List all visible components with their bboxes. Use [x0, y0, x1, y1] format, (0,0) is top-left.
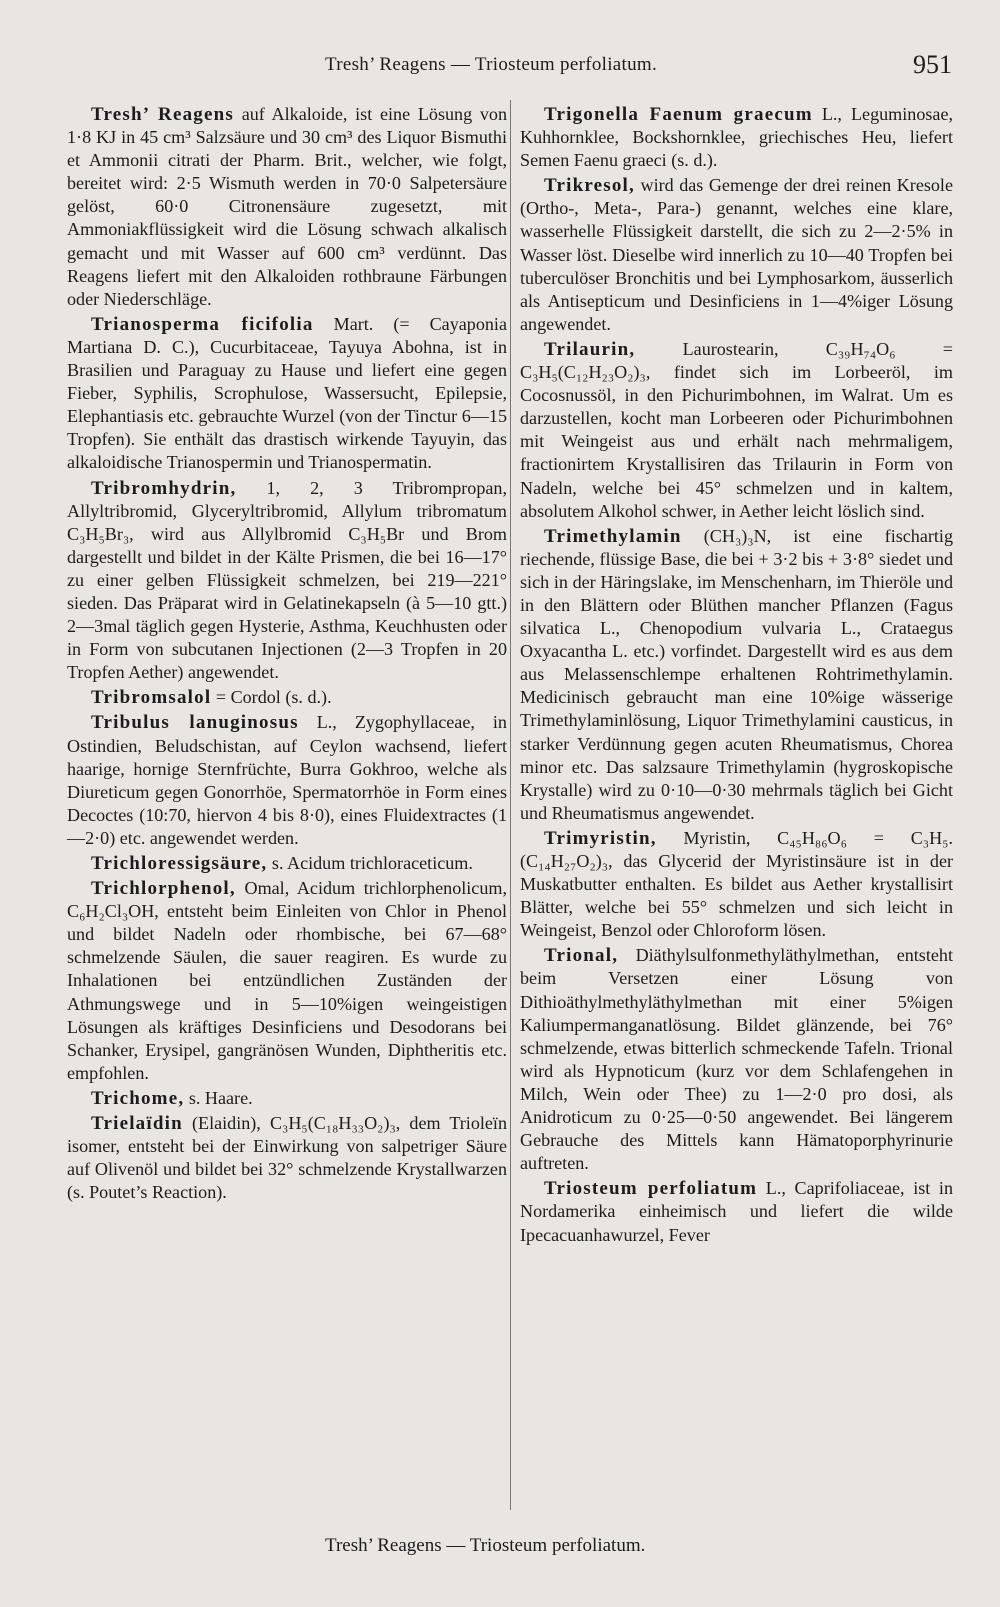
entry-trielaidin [67, 1112, 507, 1204]
entry-text: 1, 2, 3 Tribrompropan, Allyltribromid, Glyceryltribromid, Allylum tribromatum C₃H₅Br₃, wird aus Allylbromid C₃H₅Br und Brom dargestellt und bildet in der Kälte Prismen, die bei 16—17° zu einer gelben Flüssigkeit schmelzen, bei 219—221° sieden. Das Präparat wird in Gelatinekapseln (à 5—10 gtt.) 2—3mal täglich gegen Hysterie, Asthma, Keuchhusten oder in Form von subcutanen Injectionen (2—3 Tropfen in 20 Tropfen Aether) angewendet. [67, 477, 507, 683]
running-foot: Tresh’ Reagens — Triosteum perfoliatum. [325, 1535, 646, 1556]
entry-text: Omal, Acidum trichlorphenolicum, C₆H₂Cl₃OH, entsteht beim Einleiten von Chlor in Phenol und bildet Nadeln oder rhombische, bei 67—68° schmelzende Säulen, die sauer reagiren. Es wurde zu Inhalationen bei entzündlichen Zuständen der Athmungswege und in 5—10%igen weingeistigen Lösungen als kräftiges Desinficiens und Desodorans bei Schanker, Erysipel, gangränösen Wunden, Diphtheritis etc. empfohlen. [67, 878, 507, 1083]
running-head [0, 50, 1000, 90]
entry-headword: Triosteum perfoliatum [544, 1178, 758, 1200]
entry-headword: Trimyristin, [544, 827, 657, 849]
entry-text: Diäthylsulfonmethyläthylmethan, entsteht beim Versetzen einer Lösung von Dithioäthylmethyläthylmethan mit einer 5%igen Kaliumpermanganatlösung. Bildet glänzende, bei 76° schmelzende, etwas bitterlich schmeckende Tafeln. Trional wird als Hypnoticum (kurz vor dem Schlafengehen in Milch, Wein oder Thee) zu 1—2·0 pro dosi, als Anidroticum zu 0·25—0·50 angewendet. Bei längerem Gebrauche des Mittels kann Hämatoporphyrinurie auftreten. [520, 945, 953, 1174]
entry-headword: Trimethylamin [544, 525, 682, 547]
entry-text: (CH₃)₃N, ist eine fischartig riechende, flüssige Base, die bei + 3·2 bis + 3·8° siedet und sich in der Häringslake, im Menschenharn, im Thieröle und in den Blättern oder Blüthen mancher Pflanzen (Fagus silvatica L., Chenopodium vulvaria L., Crataegus Oxyacantha L. etc.) vorfindet. Dargestellt wird es aus dem aus Melassenschlempe erhaltenen Rohtrimethylamin. Medicinisch gebraucht man eine 10%ige wässerige Trimethylaminlösung, Liquor Trimethylamini causticus, in starker Verdünnung gegen acuten Rheumatismus, Chorea minor etc. Das salzsaure Trimethylamin (hygroskopische Krystalle) wird zu 0·10—0·30 mehrmals täglich bei Gicht und Rheumatismus angewendet. [520, 525, 953, 823]
entry-headword: Trional, [544, 945, 619, 967]
entry-headword: Trianosperma ficifolia [91, 313, 314, 335]
left-column [67, 103, 507, 1206]
entry-headword: Tresh’ Reagens [91, 104, 234, 125]
entry-text: L., Leguminosae, Kuhhornklee, Bockshornklee, griechisches Heu, liefert Semen Faenu graeci (s. d.). [520, 104, 953, 171]
entry-tribromsalol [67, 686, 507, 709]
entry-tribulus [67, 711, 507, 850]
entry-trichome [67, 1087, 507, 1110]
column-divider [510, 100, 511, 1510]
entry-text: wird das Gemenge der drei reinen Kresole (Ortho-, Meta-, Para-) genannt, welches eine klare, wasserhelle Flüssigkeit darstellt, die sich zu 2—2·5% in Wasser löst. Dieselbe wird innerlich zu 10—40 Tropfen bei tuberculöser Bronchitis und bei Lymphosarkom, äusserlich als Antisepticum und Desinficiens in 1—4%iger Lösung angewendet. [520, 175, 953, 334]
entry-headword: Trichloressigsäure, [91, 853, 268, 874]
entry-headword: Trichlorphenol, [91, 878, 236, 900]
entry-trional [520, 944, 953, 1175]
entry-headword: Tribromhydrin, [91, 477, 237, 499]
entry-trigonella [520, 103, 953, 172]
page-number: 951 [913, 50, 952, 79]
entry-text: L., Zygophyllaceae, in Ostindien, Beludschistan, auf Ceylon wachsend, liefert haarige, hornige Sternfrüchte, Burra Gokhroo, welche als Diureticum gegen Gonorrhöe, Spermatorrhöe in Form eines Decoctes (10:70, hiervon 4 bis 8·0), eines Fluidextractes (1—2·0) etc. angewendet werden. [67, 712, 507, 848]
entry-text: (Elaidin), C₃H₅(C₁₈H₃₃O₂)₃, dem Trioleïn isomer, entsteht bei der Einwirkung von salpetriger Säure auf Olivenöl und bildet bei 32° schmelzende Krystallwarzen (s. Poutet’s Reaction). [67, 1113, 507, 1203]
right-column [520, 103, 953, 1249]
entry-headword: Tribromsalol [91, 687, 212, 709]
entry-text: L., Caprifoliaceae, ist in Nordamerika einheimisch und liefert die wilde Ipecacuanhawurzel, Fever [520, 1178, 954, 1245]
entry-trimethylamin [520, 525, 953, 825]
entry-text: Mart. (= Cayaponia Martiana D. C.), Cucurbitaceae, Tayuya Abohna, ist in Brasilien und Paraguay zu Hause und liefert eine gegen Fieber, Syphilis, Scrophulose, Wassersucht, Epilepsie, Elephantiasis etc. gebrauchte Wurzel (von der Tinctur 6—15 Tropfen). Sie enthält das drastisch wirkende Tayuyin, das alkaloidische Trianospermin und Trianospermatin. [67, 313, 507, 473]
entry-triosteum [520, 1177, 953, 1246]
entry-text: = Cordol (s. d.). [215, 687, 332, 708]
running-title: Tresh’ Reagens — Triosteum perfoliatum. [325, 54, 658, 75]
entry-headword: Tribulus lanuginosus [91, 712, 299, 734]
entry-trilaurin [520, 338, 953, 523]
entry-text: Myristin, C₄₅H₈₆O₆ = C₃H₅.(C₁₄H₂₇O₂)₃, das Glycerid der Myristinsäure ist in der Muskatbutter enthalten. Es bildet aus Aether krystallisirt Blätter, welche bei 55° schmelzen und sich leicht in Weingeist, Benzol oder Chloroform lösen. [520, 827, 953, 941]
entry-text: s. Haare. [188, 1087, 253, 1108]
entry-trichlorphenol [67, 877, 507, 1085]
entry-tresh-reagens [67, 103, 507, 311]
entry-text: Laurostearin, C₃₉H₇₄O₆ = C₃H₅(C₁₂H₂₃O₂)₃, findet sich im Lorbeeröl, im Cocosnussöl, in den Pichurimbohnen, im Walrat. Um es darzustellen, kocht man Lorbeeren oder Pichurimbohnen mit Weingeist aus und erhält nach mehrmaligem, fractionirtem Krystallisiren das Trilaurin in Form von Nadeln, welche bei 45° schmelzen und in kaltem, absolutem Alkohol schwer, in Aether leicht löslich sind. [520, 338, 953, 521]
entry-tribromhydrin [67, 477, 507, 685]
entry-text: s. Acidum trichloraceticum. [271, 853, 473, 873]
entry-trimyristin [520, 827, 953, 942]
entry-headword: Trigonella Faenum graecum [544, 104, 813, 125]
entry-headword: Trilaurin, [544, 338, 636, 360]
entry-headword: Trichome, [91, 1087, 185, 1109]
entry-text: auf Alkaloide, ist eine Lösung von 1·8 KJ in 45 cm³ Salzsäure und 30 cm³ des Liquor Bismuthi et Ammonii citrati der Pharm. Brit., welcher, wie folgt, bereitet wird: 2·5 Wismuth werden in 70·0 Salpetersäure gelöst, 60·0 Citronensäure zugesetzt, mit Ammoniakflüssigkeit wird die Lösung schwach alkalisch gemacht und mit Wasser auf 600 cm³ verdünnt. Das Reagens liefert mit den Alkaloiden rothbraune Färbungen oder Niederschläge. [67, 104, 508, 309]
entry-trichloressigsaeure [67, 852, 507, 875]
entry-headword: Trielaïdin [91, 1113, 183, 1135]
entry-headword: Trikresol, [544, 175, 635, 197]
entry-trianosperma [67, 313, 507, 475]
entry-trikresol [520, 174, 953, 336]
